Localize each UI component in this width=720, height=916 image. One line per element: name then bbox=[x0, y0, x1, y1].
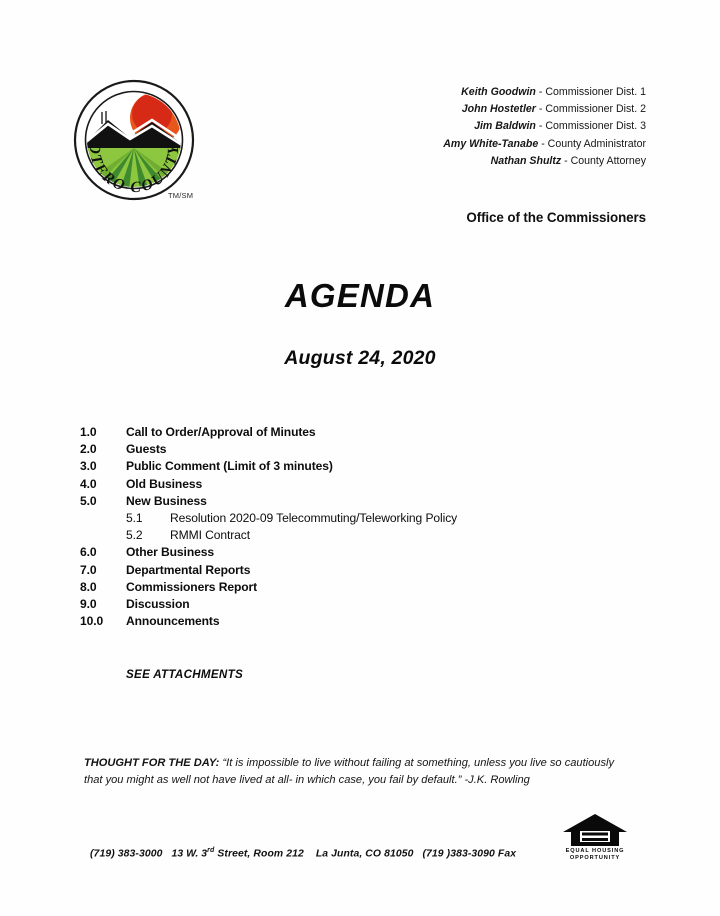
official-title: Commissioner Dist. 3 bbox=[545, 120, 646, 133]
agenda-item-number: 9.0 bbox=[80, 596, 97, 611]
see-attachments-note: SEE ATTACHMENTS bbox=[126, 668, 243, 681]
document-header bbox=[0, 70, 720, 230]
official-row bbox=[443, 118, 646, 135]
agenda-item bbox=[0, 596, 720, 613]
agenda-item-number: 7.0 bbox=[80, 562, 97, 577]
meeting-date: August 24, 2020 bbox=[284, 347, 436, 369]
agenda-item-label: Departmental Reports bbox=[126, 562, 251, 577]
equal-housing-line1: EQUAL HOUSING bbox=[565, 848, 625, 854]
agenda-item bbox=[0, 493, 720, 510]
footer-phone: (719) 383-3000 bbox=[90, 848, 163, 860]
official-name: Jim Baldwin bbox=[474, 120, 536, 133]
agenda-item-label: Commissioners Report bbox=[126, 579, 258, 594]
agenda-item-label: Public Comment (Limit of 3 minutes) bbox=[126, 459, 333, 474]
agenda-item bbox=[0, 441, 720, 458]
agenda-item-label: New Business bbox=[126, 493, 207, 508]
agenda-item-number: 1.0 bbox=[80, 425, 97, 439]
footer-contact-line bbox=[90, 847, 516, 859]
agenda-subitem-number: 5.2 bbox=[126, 528, 143, 543]
official-row bbox=[443, 136, 646, 153]
footer-fax: (719 )383-3090 Fax bbox=[422, 848, 517, 860]
house-icon bbox=[549, 812, 641, 848]
official-title: Commissioner Dist. 2 bbox=[545, 103, 646, 116]
seal-curved-text: OTERO COUNTY bbox=[85, 142, 183, 197]
equal-housing-opportunity-logo bbox=[549, 812, 641, 864]
official-separator: - bbox=[561, 154, 571, 167]
official-name: Nathan Shultz bbox=[490, 154, 562, 167]
footer-city-state-zip: La Junta, CO 81050 bbox=[315, 848, 414, 860]
equal-housing-line2: OPPORTUNITY bbox=[569, 855, 621, 861]
agenda-item-number: 3.0 bbox=[80, 459, 97, 474]
agenda-item-number: 8.0 bbox=[80, 579, 97, 594]
agenda-item-number: 6.0 bbox=[80, 545, 97, 560]
thought-for-the-day bbox=[84, 755, 624, 789]
agenda-item-label: Call to Order/Approval of Minutes bbox=[126, 425, 316, 439]
official-row bbox=[443, 84, 646, 101]
agenda-subitem-label: Resolution 2020-09 Telecommuting/Teleworking Policy bbox=[170, 510, 458, 525]
agenda-item-label: Discussion bbox=[126, 596, 190, 611]
agenda-item bbox=[0, 458, 720, 475]
agenda-item-label: Other Business bbox=[126, 545, 214, 560]
agenda-item-label: Guests bbox=[126, 442, 167, 457]
agenda-item bbox=[0, 613, 720, 630]
official-name: Amy White-Tanabe bbox=[443, 137, 539, 150]
equal-housing-text bbox=[549, 848, 641, 862]
agenda-item bbox=[0, 544, 720, 561]
official-separator: - bbox=[535, 86, 546, 98]
official-row bbox=[443, 153, 646, 170]
official-separator: - bbox=[535, 103, 546, 116]
agenda-item bbox=[0, 562, 720, 579]
agenda-item-number: 4.0 bbox=[80, 476, 97, 491]
agenda-item-list bbox=[0, 424, 720, 630]
agenda-item-label: Announcements bbox=[126, 614, 220, 629]
official-title: Commissioner Dist. 1 bbox=[545, 86, 646, 98]
officials-list bbox=[443, 84, 646, 170]
agenda-item-label: Old Business bbox=[126, 476, 203, 491]
official-row bbox=[443, 101, 646, 118]
agenda-subitem-label: RMMI Contract bbox=[170, 528, 251, 543]
footer-street-prefix: 13 W. 3 bbox=[171, 848, 208, 860]
agenda-item bbox=[0, 424, 720, 441]
agenda-subitem bbox=[0, 527, 720, 544]
page-title: AGENDA bbox=[284, 277, 436, 314]
agenda-item-number: 10.0 bbox=[80, 614, 104, 629]
official-title: County Administrator bbox=[547, 137, 646, 150]
trademark-label: TM/SM bbox=[168, 191, 194, 200]
agenda-item bbox=[0, 579, 720, 596]
official-name: Keith Goodwin bbox=[461, 86, 536, 98]
footer-street-suffix: Street, Room 212 bbox=[214, 848, 304, 860]
thought-label: THOUGHT FOR THE DAY: bbox=[84, 757, 220, 769]
agenda-subitem-number: 5.1 bbox=[126, 510, 143, 525]
office-of-the-commissioners-heading: Office of the Commissioners bbox=[466, 210, 646, 225]
agenda-item bbox=[0, 476, 720, 493]
thought-quote: “It is impossible to live without failing at something, unless you live so cautiously that you might as well not have lived at all- in which case, you fail by default.” -J.K. Rowling bbox=[84, 757, 615, 786]
agenda-subitem bbox=[0, 510, 720, 527]
footer-street-ordinal: rd bbox=[207, 847, 215, 854]
official-title: County Attorney bbox=[570, 154, 646, 167]
agenda-item-number: 2.0 bbox=[80, 442, 97, 457]
agenda-item-number: 5.0 bbox=[80, 493, 97, 508]
otero-county-seal-logo bbox=[72, 78, 202, 218]
official-separator: - bbox=[535, 120, 546, 133]
official-name: John Hostetler bbox=[461, 103, 536, 116]
official-separator: - bbox=[538, 137, 548, 150]
